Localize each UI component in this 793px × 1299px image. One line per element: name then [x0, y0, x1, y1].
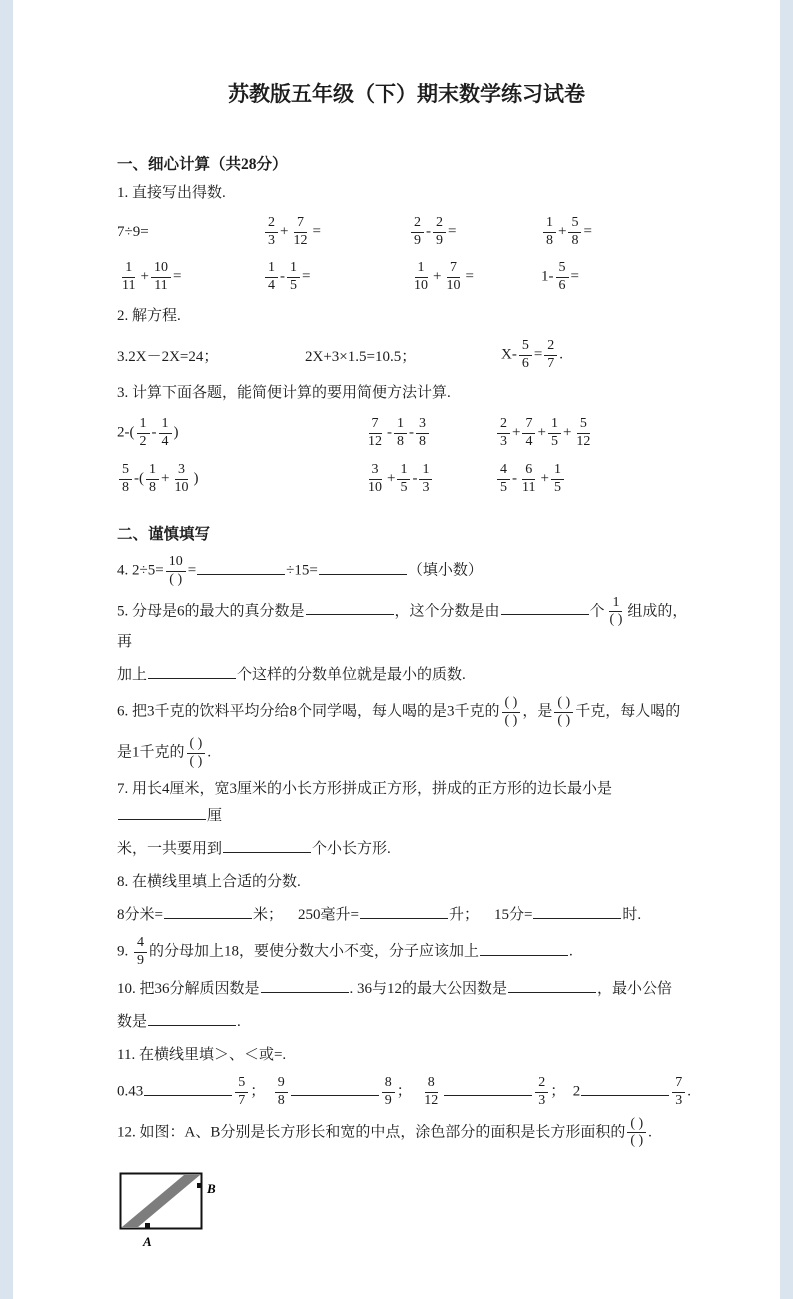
fill-in-blank	[197, 560, 285, 575]
fraction: $\frac{7}{12}$	[293, 215, 308, 248]
fill-in-blank	[148, 1011, 236, 1026]
fraction: $\frac{1}{11}$	[122, 260, 136, 293]
fraction: $\frac{2}{7}$	[544, 338, 557, 373]
problem-8-row: 8分米= 米； 250毫升= 升； 15分= 时.	[117, 902, 696, 929]
fill-in-blank	[118, 805, 206, 820]
simplify-calc-row-1	[117, 410, 696, 456]
fraction: $\frac{1}{10}$	[414, 260, 428, 293]
fraction: $\frac{8}{9}$	[382, 1075, 395, 1110]
page-content	[13, 0, 780, 1299]
fraction: $\frac{6}{11}$	[522, 461, 536, 495]
fill-in-blank	[533, 904, 621, 919]
problem-1-label: 1. 直接写出得数.	[117, 185, 226, 201]
math-expression: $\frac{1}{10}$ + $\frac{7}{10}$ =	[409, 260, 541, 295]
math-expression: $\frac{2}{9}$ - $\frac{2}{9}$ =	[409, 215, 541, 250]
fill-in-blank	[164, 904, 252, 919]
fill-in-blank	[261, 978, 349, 993]
fraction: $\frac{1}{4}$	[159, 416, 172, 451]
fraction: $\frac{10}{( )}$	[166, 554, 186, 589]
fill-in-blank	[360, 904, 448, 919]
simplify-calc-row-2	[117, 456, 696, 502]
math-expression: 2-( $\frac{1}{2}$ - $\frac{1}{4}$ )	[117, 415, 179, 449]
fraction: $\frac{5}{6}$	[556, 260, 569, 295]
fraction: $\frac{5}{7}$	[235, 1075, 248, 1110]
problem-7-line-2: 米，一共要用到 个小长方形.	[117, 836, 696, 863]
fraction: $\frac{5}{8}$	[568, 215, 581, 250]
fraction: $\frac{5}{12}$	[576, 415, 591, 449]
fraction: $\frac{2}{3}$	[497, 416, 510, 451]
problem-6-line-2: 是1千克的 $\frac{( )}{( )}$ .	[117, 735, 212, 769]
fraction: $\frac{1}{( )}$	[609, 594, 623, 628]
problem-11-row: 0.43 $\frac{5}{7}$ ； $\frac{9}{8}$ $\frac{8}{9}$ ； $\frac{8}{12}$ $\frac{2}{3}$ ； 2 $\frac{7}{3}$ .	[117, 1074, 692, 1108]
figure-drawing	[119, 1166, 249, 1254]
math-expression: $\frac{1}{4}$ - $\frac{1}{5}$ =	[263, 260, 409, 295]
fraction: $\frac{1}{5}$	[551, 462, 564, 497]
fill-in-blank	[444, 1081, 532, 1096]
fill-in-blank	[480, 941, 568, 956]
fraction: $\frac{8}{12}$	[424, 1074, 439, 1108]
fraction: $\frac{1}{8}$	[146, 462, 159, 497]
fraction: $\frac{1}{4}$	[265, 260, 278, 295]
fraction: $\frac{2}{9}$	[411, 215, 424, 250]
math-expression: 2X+3×1.5=10.5；	[305, 348, 417, 365]
fraction: $\frac{1}{3}$	[419, 462, 432, 497]
fraction: $\frac{1}{8}$	[543, 215, 556, 250]
fraction: $\frac{7}{3}$	[672, 1075, 685, 1110]
fraction: $\frac{2}{9}$	[433, 215, 446, 250]
fill-in-blank	[319, 560, 407, 575]
direct-calc-row-2	[117, 255, 696, 300]
midpoint-marker-b	[197, 1183, 202, 1188]
math-expression: X- $\frac{5}{6}$ = $\frac{2}{7}$ .	[501, 337, 564, 371]
problem-7-line-1: 7. 用长4厘米，宽3厘米的小长方形拼成正方形，拼成的正方形的边长最小是厘	[117, 781, 613, 825]
problem-12: 12. 如图：A、B分别是长方形长和宽的中点，涂色部分的面积是长方形面积的 $\frac{( )}{( )}$ .	[117, 1115, 652, 1149]
fraction: $\frac{7}{10}$	[446, 260, 461, 293]
math-expression: $\frac{2}{3}$ + $\frac{7}{12}$ =	[263, 215, 409, 250]
section-2-heading: 二、谨慎填写	[117, 526, 211, 543]
fraction: $\frac{5}{6}$	[519, 338, 532, 373]
problem-10-line-2: 数是 .	[117, 1009, 696, 1036]
fill-in-blank	[148, 664, 236, 679]
fraction: $\frac{5}{8}$	[119, 462, 132, 497]
fraction: $\frac{4}{9}$	[134, 935, 147, 970]
fraction: $\frac{( )}{( )}$	[187, 736, 206, 771]
math-expression: $\frac{7}{12}$ - $\frac{1}{8}$ - $\frac{3}{8}$	[363, 416, 495, 451]
math-expression: 1- $\frac{5}{6}$ =	[541, 260, 579, 293]
math-expression: 7÷9=	[117, 224, 149, 240]
fraction: $\frac{4}{5}$	[497, 462, 510, 497]
label-b: B	[207, 1181, 216, 1197]
page-title: 苏教版五年级（下）期末数学练习试卷	[228, 83, 585, 106]
math-expression: $\frac{1}{8}$ + $\frac{5}{8}$ =	[541, 215, 696, 250]
fraction: $\frac{9}{8}$	[275, 1075, 288, 1110]
math-expression: 3.2X－2X=24；	[117, 348, 219, 365]
fraction: $\frac{3}{10}$	[174, 461, 189, 495]
fill-in-blank	[144, 1081, 232, 1096]
fill-in-blank	[501, 600, 589, 615]
fraction: $\frac{2}{3}$	[535, 1075, 548, 1110]
label-a: A	[143, 1234, 152, 1250]
fraction: $\frac{1}{2}$	[137, 416, 150, 451]
problem-2-label: 2. 解方程.	[117, 308, 181, 324]
fraction: $\frac{( )}{( )}$	[502, 695, 521, 730]
section-1-heading: 一、细心计算（共28分）	[117, 156, 288, 173]
fraction: $\frac{7}{12}$	[368, 415, 382, 449]
math-expression: $\frac{5}{8}$ -( $\frac{1}{8}$ + $\frac{3}{10}$ )	[117, 462, 363, 497]
math-expression: $\frac{2}{3}$ + $\frac{7}{4}$ + $\frac{1}{5}$ + $\frac{5}{12}$	[495, 416, 696, 451]
direct-calc-row-1	[117, 210, 696, 255]
fraction: $\frac{( )}{( )}$	[627, 1116, 646, 1151]
fraction: $\frac{3}{10}$	[368, 461, 382, 495]
fraction: $\frac{1}{5}$	[287, 260, 300, 295]
fraction: $\frac{3}{8}$	[416, 416, 429, 451]
problem-5-line-1: 5. 分母是6的最大的真分数是 ，这个分数是由 个 $\frac{1}{( )}$ 组成的，再	[117, 594, 688, 651]
fill-in-blank	[581, 1081, 669, 1096]
problem-8-label: 8. 在横线里填上合适的分数.	[117, 874, 301, 891]
problem-6-line-1: 6. 把3千克的饮料平均分给8个同学喝，每人喝的是3千克的 $\frac{( )}{( )}$ ，是 $\frac{( )}{( )}$ 千克，每人喝的	[117, 695, 681, 728]
fraction: $\frac{2}{3}$	[265, 215, 278, 250]
fraction: $\frac{10}{11}$	[151, 260, 171, 295]
problem-10-line-1: 10. 把36分解质因数是 . 36与12的最大公因数是 ，最小公倍	[117, 976, 696, 1003]
fraction: $\frac{1}{5}$	[548, 416, 561, 451]
problem-9: 9. $\frac{4}{9}$ 的分母加上18，要使分数大小不变，分子应该加上 .	[117, 935, 573, 969]
fraction: $\frac{( )}{( )}$	[554, 695, 573, 730]
midpoint-marker-a	[145, 1223, 150, 1228]
math-expression: $\frac{1}{11}$ + $\frac{10}{11}$ =	[117, 260, 263, 295]
fraction: $\frac{1}{8}$	[394, 416, 407, 451]
problem-3-label: 3. 计算下面各题，能简便计算的要用简便方法计算.	[117, 385, 451, 401]
problem-11-label: 11. 在横线里填＞、＜或=.	[117, 1046, 287, 1063]
fill-in-blank	[291, 1081, 379, 1096]
math-expression: $\frac{4}{5}$ - $\frac{6}{11}$ + $\frac{1}{5}$	[495, 462, 696, 497]
fraction: $\frac{7}{4}$	[522, 416, 535, 451]
fill-in-blank	[223, 838, 311, 853]
equations-row	[117, 336, 696, 374]
rectangle-figure	[119, 1166, 696, 1259]
math-expression: $\frac{3}{10}$ + $\frac{1}{5}$ - $\frac{1}{3}$	[363, 462, 495, 497]
fill-in-blank	[508, 978, 596, 993]
problem-4: 4. 2÷5= $\frac{10}{( )}$ = ÷15= （填小数）	[117, 554, 483, 587]
fraction: $\frac{1}{5}$	[397, 462, 410, 497]
fill-in-blank	[306, 600, 394, 615]
problem-5-line-2: 加上 个这样的分数单位就是最小的质数.	[117, 662, 696, 689]
